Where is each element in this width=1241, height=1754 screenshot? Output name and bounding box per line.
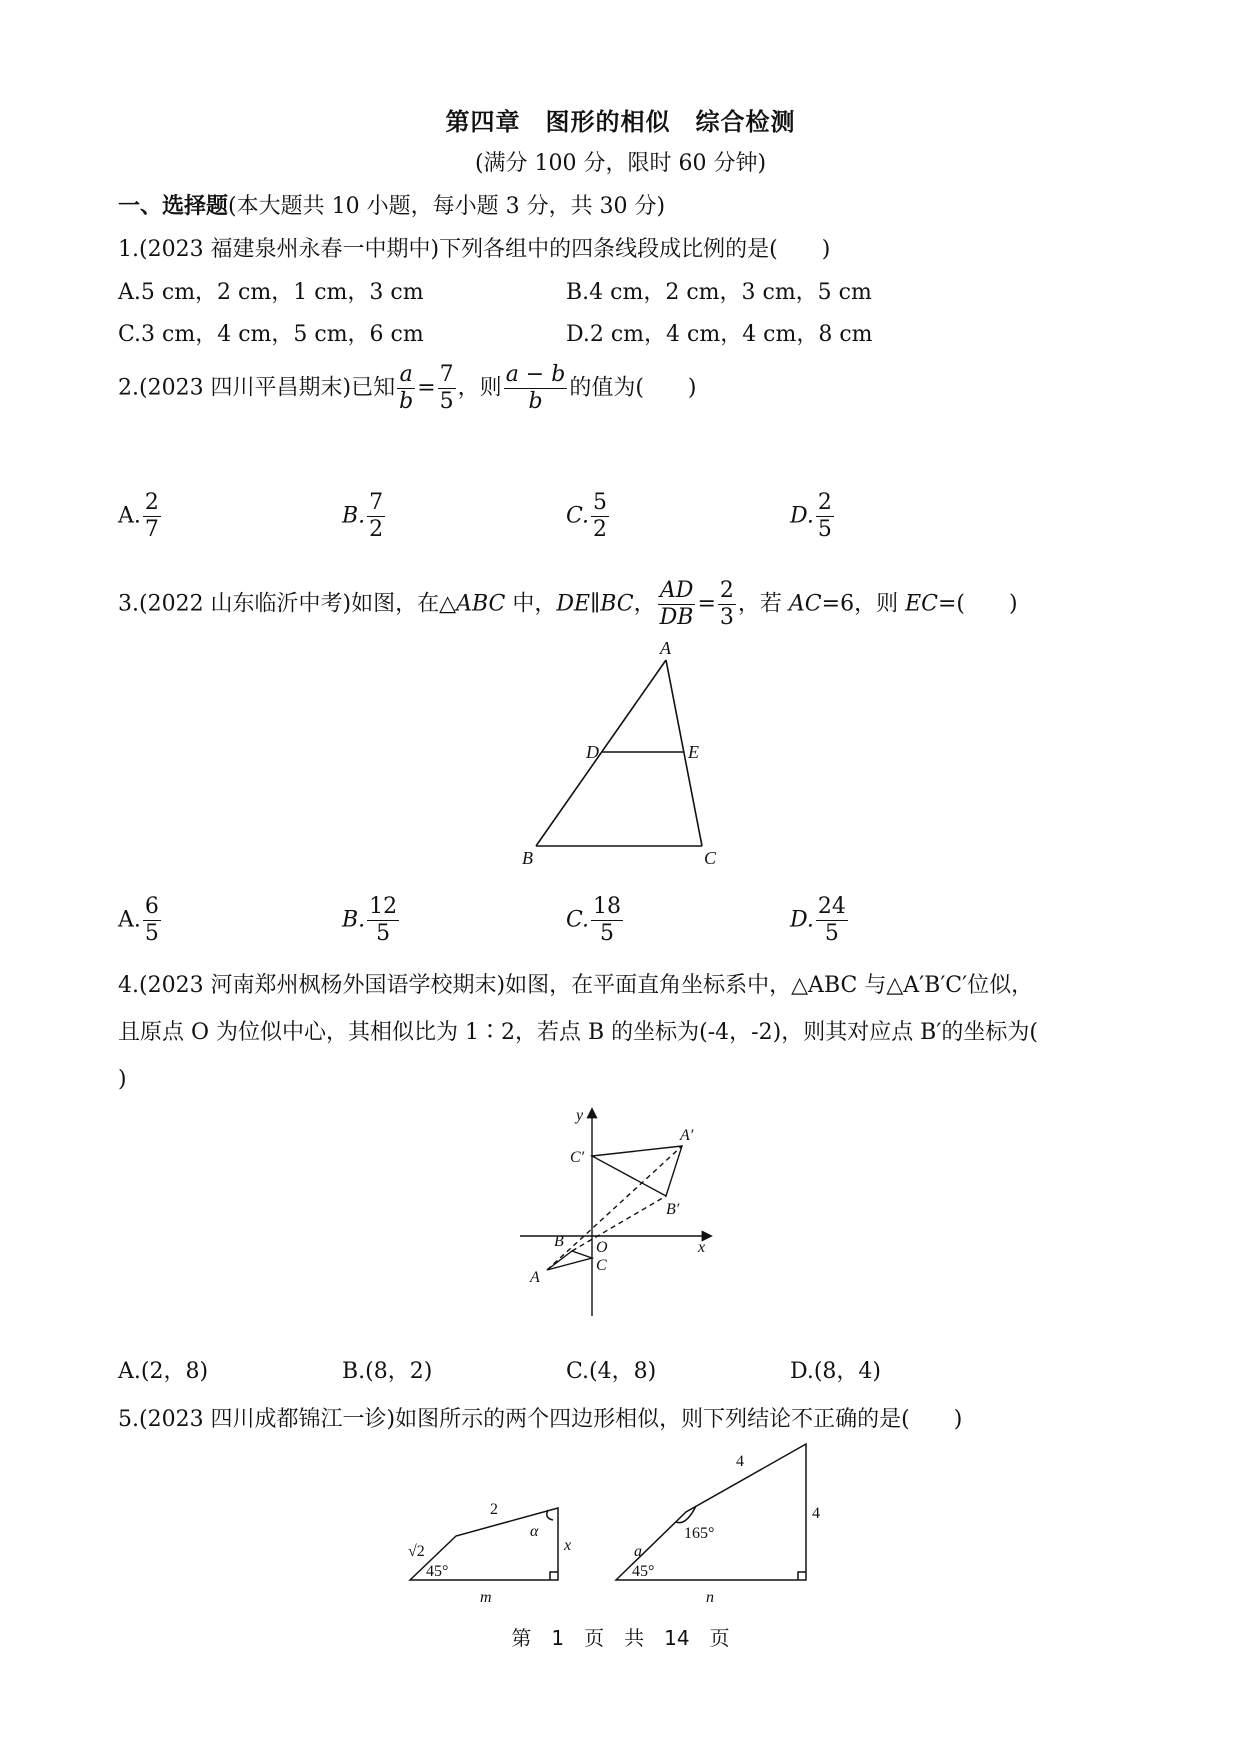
q4-coordinate-figure [520,1106,730,1322]
section-label: 一、选择题 [118,193,229,219]
label-45: 45° [426,1563,449,1580]
question-4-line-3: ) [118,1067,127,1092]
label-x: x [564,1537,572,1554]
label-side-2: 2 [490,1501,498,1518]
label-top-4: 4 [736,1453,744,1470]
q5-quadrilateral-small [404,1470,574,1610]
q5-quadrilateral-large [610,1436,830,1610]
q3-option-c: C. $\frac{18}{5}$ [566,894,622,946]
q2-fraction-a-b: $\frac{a}{b}$ [399,362,414,414]
q2-suffix: 的值为( ) [569,375,697,401]
section-note: (本大题共 10 小题，每小题 3 分，共 30 分) [228,194,666,219]
label-alpha: α [530,1523,539,1540]
question-4-line-2: 且原点 O 为位似中心，其相似比为 1∶2，若点 B 的坐标为(-4，-2)，则其对应点 B′的坐标为( [118,1020,1038,1045]
label-sqrt2: √2 [408,1543,425,1560]
question-3-stem: 3.(2022 山东临沂中考)如图，在△ABC 中，DE∥BC， $\frac{AD}{DB}$ = $\frac{2}{3}$ ，若 AC=6，则 EC=( ) [118,578,1018,630]
label-y: y [576,1107,584,1124]
label-a: A [530,1269,540,1286]
q1-option-c: C.3 cm，4 cm，5 cm，6 cm [118,322,424,347]
page-subtitle: (满分 100 分，限时 60 分钟) [474,151,767,176]
q2-option-a: A. $\frac{2}{7}$ [118,490,159,542]
q4-option-a: A.(2，8) [118,1359,209,1384]
label-a: A [660,638,671,658]
section-heading [118,192,665,221]
q2-option-d: D. $\frac{2}{5}$ [790,490,832,542]
q4-option-c: C.(4，8) [566,1359,657,1384]
q3-option-d: D. $\frac{24}{5}$ [790,894,846,946]
triangle-a1b1c1 [592,1146,682,1196]
q3-option-a: A. $\frac{6}{5}$ [118,894,159,946]
q1-option-b: B.4 cm，2 cm，3 cm，5 cm [566,280,872,305]
label-a-prime: A′ [680,1127,694,1144]
q3-option-b: B. $\frac{12}{5}$ [342,894,398,946]
question-1-stem: 1.(2023 福建泉州永春一中期中)下列各组中的四条线段成比例的是( ) [118,237,831,262]
page-footer: 第 1 页 共 14 页 [511,1626,730,1650]
label-b-prime: B′ [666,1201,680,1218]
q2-option-b: B. $\frac{7}{2}$ [342,490,384,542]
angle-alpha-arc [547,1510,553,1520]
q1-option-d: D.2 cm，4 cm，4 cm，8 cm [566,322,873,347]
label-e: E [688,742,699,762]
label-c: C [704,848,717,866]
label-c-prime: C′ [570,1149,585,1166]
q2-prefix: 2.(2023 四川平昌期末)已知 [118,375,396,401]
q3-fraction-ad-db: $\frac{AD}{DB}$ [659,578,694,630]
q4-option-d: D.(8，4) [790,1359,882,1384]
question-4-line-1: 4.(2023 河南郑州枫杨外国语学校期末)如图，在平面直角坐标系中，△ABC 与△A′B′C′位似， [118,973,1034,998]
label-right-4: 4 [812,1505,820,1522]
ray-b [572,1196,666,1251]
question-2-stem [118,362,696,415]
triangle-abc [547,1251,592,1270]
q2-fraction-7-5: $\frac{7}{5}$ [439,362,454,414]
label-b: B [522,848,533,866]
label-o: O [596,1239,608,1256]
right-angle-mark [798,1572,806,1580]
q3-fraction-2-3: $\frac{2}{3}$ [719,578,734,630]
q2-fraction-expr: $\frac{a - b}{b}$ [505,362,566,414]
q4-option-b: B.(8，2) [342,1359,433,1384]
q2-equals: = [417,375,436,401]
label-165: 165° [684,1525,715,1542]
quad-large [616,1444,806,1580]
label-45: 45° [632,1563,655,1580]
side-ab [536,660,666,846]
right-angle-mark [550,1572,558,1580]
label-n: n [706,1589,714,1606]
q1-option-a: A.5 cm，2 cm，1 cm，3 cm [118,280,424,305]
label-b: B [554,1233,564,1250]
label-c: C [596,1257,607,1274]
question-5-stem: 5.(2023 四川成都锦江一诊)如图所示的两个四边形相似，则下列结论不正确的是( ) [118,1407,963,1432]
label-m: m [480,1589,492,1606]
label-x: x [698,1239,706,1256]
label-d: D [586,742,599,762]
q2-option-c: C. $\frac{5}{2}$ [566,490,608,542]
ray-a [547,1146,682,1270]
label-a: a [634,1543,642,1560]
q2-mid: ，则 [457,375,502,401]
page-title: 第四章 图形的相似 综合检测 [445,107,796,136]
q3-triangle-figure [520,636,730,866]
